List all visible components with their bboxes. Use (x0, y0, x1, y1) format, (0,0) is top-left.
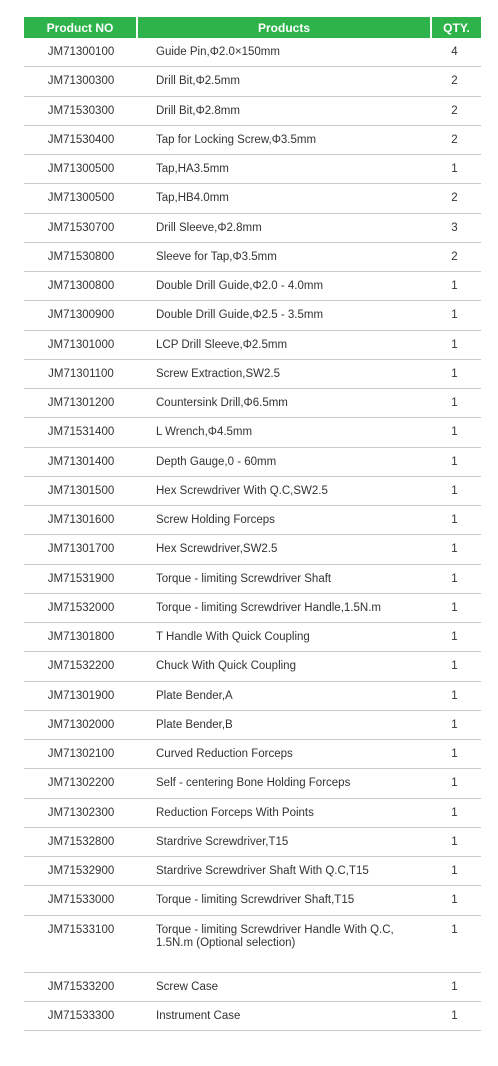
table-row (24, 155, 481, 184)
quantity-cell: 1 (451, 718, 458, 731)
quantity-cell: 1 (451, 309, 458, 322)
quantity-cell: 3 (451, 221, 458, 234)
quantity-cell: 1 (451, 484, 458, 497)
table-row (24, 389, 481, 418)
product-name-cell: Stardrive Screwdriver Shaft With Q.C,T15 (156, 865, 369, 877)
product-number-cell: JM71302300 (47, 806, 115, 819)
product-number-cell: JM71532800 (47, 835, 115, 848)
product-name-cell: Hex Screwdriver With Q.C,SW2.5 (156, 484, 328, 497)
product-name-cell: Torque - limiting Screwdriver Handle,1.5N.m (156, 601, 381, 614)
quantity-cell: 1 (451, 163, 458, 175)
quantity-cell: 1 (451, 894, 458, 907)
product-number-cell: JM71301500 (47, 484, 115, 497)
quantity-cell: 2 (451, 192, 458, 205)
quantity-cell: 1 (451, 572, 458, 585)
table-row (24, 214, 481, 243)
table-row (24, 828, 481, 857)
table-row (24, 97, 481, 126)
product-name-cell: Drill Bit,Φ2.5mm (156, 75, 240, 88)
table-row (24, 594, 481, 623)
product-name-cell: L Wrench,Φ4.5mm (156, 426, 253, 439)
product-number-cell: JM71300300 (47, 75, 115, 88)
product-name-cell: Instrument Case (156, 1009, 241, 1022)
table-row (24, 331, 481, 360)
quantity-cell: 1 (451, 1009, 458, 1022)
product-name-cell: Tap,HB4.0mm (156, 192, 229, 205)
table-header (24, 17, 481, 38)
table-body (24, 38, 481, 1031)
table-row (24, 243, 481, 272)
quantity-cell: 1 (451, 397, 458, 409)
product-name-cell: Hex Screwdriver,SW2.5 (156, 543, 278, 556)
table-row (24, 38, 481, 67)
quantity-cell: 1 (451, 748, 458, 760)
quantity-cell: 4 (451, 46, 458, 58)
quantity-cell: 2 (451, 104, 458, 117)
table-row (24, 682, 481, 711)
product-number-cell: JM71301400 (47, 455, 115, 468)
product-number-cell: JM71530300 (47, 104, 115, 117)
product-name-cell: Guide Pin,Φ2.0×150mm (156, 46, 280, 58)
table-row (24, 477, 481, 506)
quantity-cell: 1 (451, 426, 458, 439)
product-number-cell: JM71300500 (47, 163, 115, 175)
product-name-cell: Sleeve for Tap,Φ3.5mm (156, 250, 277, 263)
table-row (24, 301, 481, 330)
product-number-cell: JM71531900 (47, 572, 115, 585)
product-number-cell: JM71300100 (47, 46, 115, 58)
product-number-cell: JM71301600 (47, 514, 115, 526)
product-name-cell: Plate Bender,B (156, 718, 233, 731)
table-row (24, 740, 481, 769)
product-name-cell: Curved Reduction Forceps (156, 748, 293, 760)
quantity-cell: 2 (451, 250, 458, 263)
table-row (24, 711, 481, 740)
product-name-cell: Tap,HA3.5mm (156, 163, 229, 175)
product-number-cell: JM71533000 (47, 894, 115, 907)
quantity-cell: 2 (451, 133, 458, 146)
quantity-cell: 1 (451, 543, 458, 556)
table-row (24, 506, 481, 535)
product-name-cell: Reduction Forceps With Points (156, 806, 314, 819)
product-name-cell: Stardrive Screwdriver,T15 (156, 835, 289, 848)
product-number-cell: JM71301900 (47, 689, 115, 702)
quantity-cell: 1 (451, 689, 458, 702)
product-number-cell: JM71532000 (47, 601, 115, 614)
product-number-cell: JM71302000 (47, 718, 115, 731)
table-row (24, 418, 481, 447)
product-number-cell: JM71532200 (47, 660, 115, 673)
quantity-cell: 2 (451, 75, 458, 88)
header-products: Products (138, 17, 430, 38)
product-number-cell: JM71300500 (47, 192, 115, 205)
product-name-cell: Tap for Locking Screw,Φ3.5mm (156, 133, 317, 146)
product-name-cell: LCP Drill Sleeve,Φ2.5mm (156, 338, 288, 351)
table-row (24, 126, 481, 155)
product-number-cell: JM71302200 (47, 777, 115, 790)
product-name-cell: Plate Bender,A (156, 689, 233, 702)
table-row (24, 769, 481, 798)
table-row (24, 799, 481, 828)
product-number-cell: JM71301200 (47, 397, 115, 409)
product-name-cell: Chuck With Quick Coupling (156, 660, 296, 673)
product-number-cell: JM71530700 (47, 221, 115, 234)
table-row (24, 67, 481, 96)
product-number-cell: JM71532900 (47, 865, 115, 877)
quantity-cell: 1 (451, 865, 458, 877)
table-row (24, 448, 481, 477)
product-number-cell: JM71300800 (47, 280, 115, 292)
quantity-cell: 1 (451, 923, 458, 936)
product-number-cell: JM71301000 (47, 338, 115, 351)
quantity-cell: 1 (451, 367, 458, 380)
product-name-cell: Torque - limiting Screwdriver Shaft,T15 (156, 894, 355, 907)
product-number-cell: JM71533100 (47, 923, 115, 936)
product-name-cell: Double Drill Guide,Φ2.5 - 3.5mm (156, 309, 324, 322)
quantity-cell: 1 (451, 631, 458, 643)
product-name-cell: Screw Case (156, 980, 218, 993)
table-row (24, 857, 481, 886)
table-row (24, 272, 481, 301)
product-name-cell: Countersink Drill,Φ6.5mm (156, 397, 288, 409)
quantity-cell: 1 (451, 338, 458, 351)
product-name-cell: Depth Gauge,0 - 60mm (156, 455, 277, 468)
product-number-cell: JM71300900 (47, 309, 115, 322)
product-number-cell: JM71301800 (47, 631, 115, 643)
header-product-no: Product NO (24, 17, 136, 38)
table-row (24, 652, 481, 681)
product-number-cell: JM71530800 (47, 250, 115, 263)
product-number-cell: JM71533200 (47, 980, 115, 993)
quantity-cell: 1 (451, 280, 458, 292)
table-row (24, 1002, 481, 1031)
product-name-cell: Drill Sleeve,Φ2.8mm (156, 221, 262, 234)
product-table (24, 17, 481, 1031)
product-name-cell: Torque - limiting Screwdriver Handle With Q.C, 1.5N.m (Optional selection) (156, 923, 394, 949)
table-row (24, 886, 481, 915)
table-row (24, 535, 481, 564)
product-name-cell: Screw Holding Forceps (156, 514, 275, 526)
header-qty: QTY. (432, 17, 481, 38)
product-name-cell: Double Drill Guide,Φ2.0 - 4.0mm (156, 280, 324, 292)
quantity-cell: 1 (451, 806, 458, 819)
table-row (24, 623, 481, 652)
quantity-cell: 1 (451, 660, 458, 673)
product-number-cell: JM71531400 (47, 426, 115, 439)
product-number-cell: JM71533300 (47, 1009, 115, 1022)
product-number-cell: JM71301100 (48, 367, 114, 380)
table-row (24, 565, 481, 594)
product-name-cell: Drill Bit,Φ2.8mm (156, 104, 240, 117)
quantity-cell: 1 (451, 601, 458, 614)
table-row (24, 184, 481, 213)
product-number-cell: JM71301700 (47, 543, 115, 556)
table-row (24, 360, 481, 389)
table-row (24, 916, 481, 973)
product-name-cell: Self - centering Bone Holding Forceps (156, 777, 351, 790)
quantity-cell: 1 (451, 980, 458, 993)
product-name-cell: Screw Extraction,SW2.5 (156, 367, 280, 380)
quantity-cell: 1 (451, 455, 458, 468)
table-row (24, 973, 481, 1002)
product-name-cell: T Handle With Quick Coupling (156, 631, 310, 643)
quantity-cell: 1 (451, 835, 458, 848)
quantity-cell: 1 (451, 777, 458, 790)
product-name-cell: Torque - limiting Screwdriver Shaft (156, 572, 332, 585)
product-number-cell: JM71302100 (47, 748, 115, 760)
product-number-cell: JM71530400 (47, 133, 115, 146)
quantity-cell: 1 (451, 514, 458, 526)
